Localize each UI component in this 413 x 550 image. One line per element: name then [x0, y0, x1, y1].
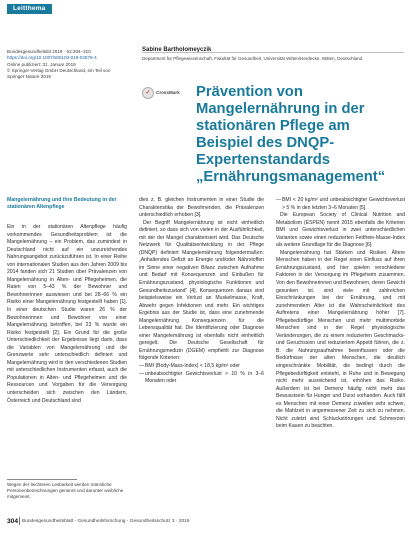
- criteria-list-continued: [276, 197, 405, 212]
- meta-copyright: © Springer-Verlag GmbH Deutschland, ein Teil von: [7, 67, 111, 73]
- article-metadata: [7, 49, 125, 80]
- list-item: — BMI (Body-Mass-Index) < 18,5 kg/m² oder: [145, 363, 264, 371]
- author-affiliation: Department für Pflegewissenschaft, Fakultät für Gesundheit, Universität Witten/Herdecke, Witten, Deutschland: [142, 56, 363, 61]
- footnote-rule: [7, 479, 77, 480]
- footnote: Wegen der leichteren Lesbarkeit werden männliche Personenbezeichnungen genannt und darunter weibliche mitgemeint.: [7, 482, 124, 500]
- running-title: Bundesgesundheitsblatt - Gesundheitsforschung - Gesundheitsschutz 3 · 2019: [22, 519, 190, 524]
- list-item: — BMI < 20 kg/m² und unbeabsichtigter Gewichtsverlust > 5 % in den letzten 3–6 Monaten [5].: [282, 197, 405, 212]
- crossmark-label: CrossMark: [156, 90, 180, 95]
- paragraph: Mangelernährung hat Stärken und Risiken. Ältere Menschen haben in der Regel einen Einfluss auf ihren Ernährungszustand, und hier spielen verschiedene Faktoren in der Versorgung im Pflegeheim zusammen. Von den Bewohnerinnen und Bewohnern, deren Gewicht gesunken ist, sind viele mit zahlreichen Einschränkungen bei der Ernährung, und mit zunehmendem Alter ist die Wahrscheinlichkeit des Auftretens einer Mangelernährung höher [7]. Pflegebedürftige Menschen und mehr multimorbide Menschen sind in der Regel physiologische Veränderungen, die zu einem reduzierten Geschmacks- und Geruchssinn und reduziertem Appetit führen, die z. B. die Nahrungsaufnahme beeinflussen oder die Bedürfnisse der alten Menschen, die deutlich eingeschränkte Mobilität, die bedingt durch die Pflegebedürftigkeit entsteht, in Ruhe und in Bewegung nicht mehr ausreichend ist, erhöhen das Risiko. Außerdem ist bei Demenz häufig nicht mehr das Bewusstsein für Hunger und Durst vorhanden. Auch fällt es Menschen mit einer Demenz zuweilen sehr schwer, die Mahlzeit in angemessener Zeit zu sich zu nehmen. Nicht zuletzt sind Schluckstörungen und Schmerzen beim Kauen zu beachten.: [276, 249, 405, 430]
- paragraph: Ein in der stationären Altenpflege häufig vorkommendes Gesundheitsproblem ist die Mangelernährung – ein Problem, das zumindest in Deutschland nicht auf ein unzureichendes Nahrungsangebot zurückzuführen ist. In einer Reihe von internationalen Studien aus den Jahren 2009 bis 2014 fanden sich 21 Studien über Prävalenzen von Mangelernährung in Alten- und Pflegeheimen, die Raten von 5–43 % der Bewohner und Bewohnerinnen auswiesen und bei 28–66 % ein Risiko einer Mangelernährung festgestellt haben [1]. In einer deutschen Studie waren 26 % der Bewohnerinnen und Bewohner von einer Mangelernährung betroffen, bei 23 % wurde ein Risiko festgestellt [2]. Ein Grund für die große Unterschiedlichkeit der Ergebnisse liegt darin, dass die Variablen von Mangelernährung und die Grenzwerte sehr unterschiedlich definiert und Mangelernährung wird in den verschiedenen Studien mit unterschiedlichen Instrumenten erfasst, auch die Populationen in Alten- und Pflegeheimen und die Ressourcen und Vorgaben für die Versorgung unterscheiden sich zwischen den Ländern, Österreich und Deutschland sind: [7, 224, 127, 404]
- crossmark-badge[interactable]: [142, 87, 180, 98]
- meta-citation: Bundesgesundheitsbl 2019 · 62:304–310: [7, 49, 91, 54]
- paragraph: Der Begriff Mangelernährung ist nicht einheitlich definiert, so dass sich von vielen in der Ausführlichkeit, mit der der Mangel charakterisiert wird. Das Deutsche Netzwerk für Qualitätsentwicklung in der Pflege (DNQP) definiert Mangelernährung folgendermaßen: „Anhaltendes Defizit an Energie und/oder Nährstoffen im Sinne einer negativen Bilanz zwischen Aufnahme und Bedarf mit Konsequenzen und Einbußen für Ernährungszustand, physiologische Funktionen und Gesundheitszustand“ [4]. Konsequenzen daraus sind beispielsweise ein Verlust an Muskelmasse, Kraft, Abwehr gegen Infektionen und mehr. Ein wichtiges Ergebnis aus der Studie ist, dass eine zunehmende Mangelernährung Konsequenzen für die Lebensqualität hat. Die Identifizierung oder Diagnose einer Mangelernährung ist ebenfalls nicht einheitlich geregelt. Die Deutsche Gesellschaft für Ernährungsmedizin (DGEM) empfiehlt zur Diagnose folgende Kriterien:: [139, 219, 264, 362]
- doi-link[interactable]: https://doi.org/10.1007/s00103-019-02878-4: [7, 55, 97, 61]
- section-tag: Leitthema: [7, 4, 52, 14]
- header-rule: [142, 52, 404, 53]
- list-item: — unbeabsichtigter Gewichtsverlust > 10 % in 3–6 Monaten oder: [145, 371, 264, 386]
- meta-online-date: Online publiziert: 31. Januar 2019: [7, 61, 76, 67]
- text-column-1: [7, 224, 127, 405]
- author-name: Sabine Bartholomeyczik: [142, 47, 212, 53]
- text-column-3: [276, 197, 405, 431]
- criteria-list: [139, 363, 264, 386]
- footer-separator: [19, 517, 20, 525]
- section-heading: Mangelernährung und ihre Bedeutung in der stationären Altenpflege: [7, 197, 117, 210]
- page-number: 304: [7, 518, 19, 525]
- crossmark-icon: ✓: [142, 87, 154, 99]
- meta-copyright-holder: Springer Nature 2019: [7, 74, 51, 80]
- text-column-2: [139, 197, 264, 386]
- article-title: Prävention von Mangelernährung in der stationären Pflege am Beispiel des DNQP-Expertenstandards „Ernährungsmanagement“: [196, 84, 386, 185]
- paragraph: dies z. B. gleichen Instrumenten in einer Studie die Charakteristika der Bewohnenden, die Prävalenzen unterschiedlich erhoben [3].: [139, 197, 264, 219]
- paragraph: Die European Society of Clinical Nutrition and Metabolism (ESPEN) nennt 2015 ebenfalls die Kriterien BMI und Gewichtsverlust in zwei unterschiedlichen Varianten sowie einen reduzierten Fettfreie-Masse-Index als weitere Grundlage für die Diagnose [6].: [276, 212, 405, 249]
